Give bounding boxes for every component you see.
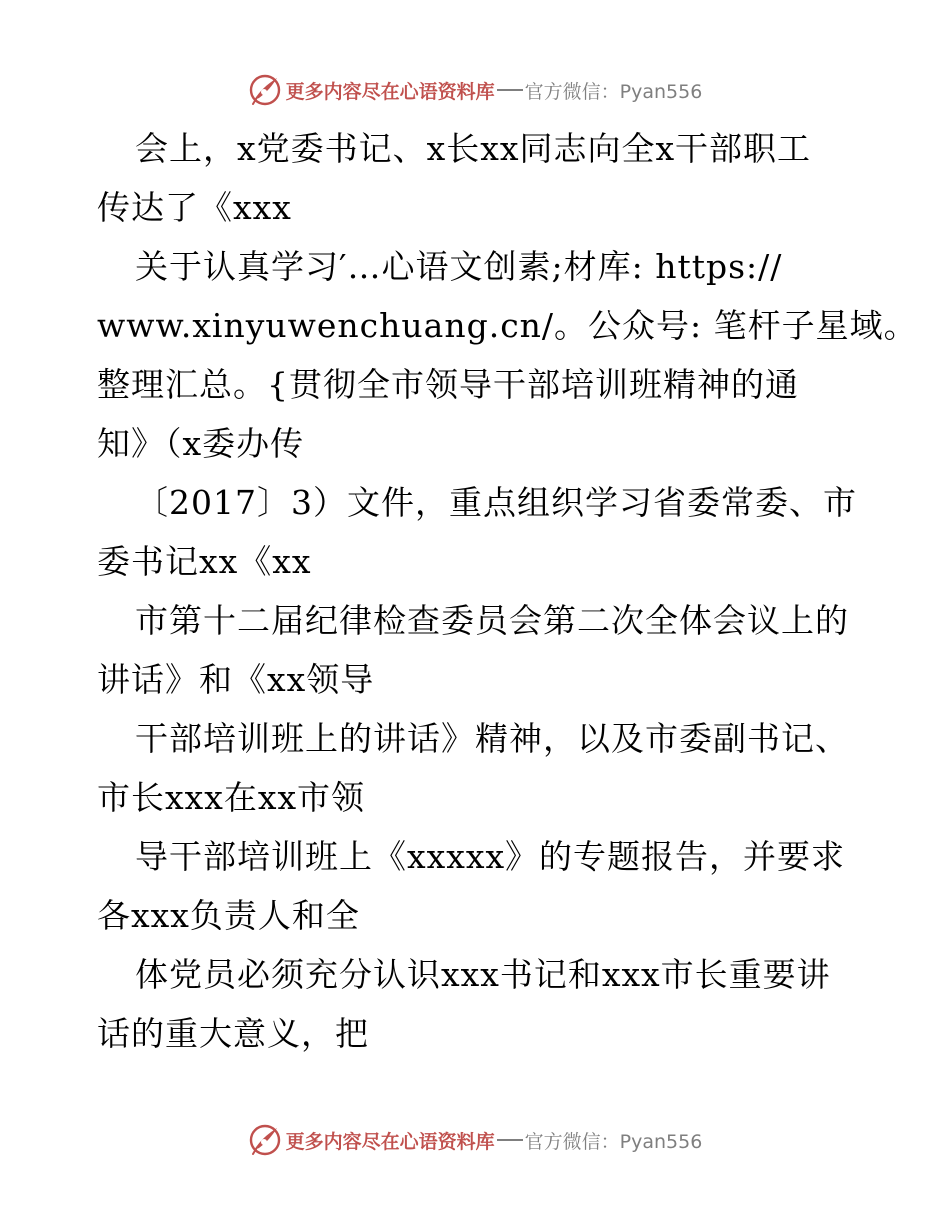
header-banner <box>0 70 950 110</box>
text-line: 〔2017〕3）文件，重点组织学习省委常委、市 <box>135 483 857 522</box>
document-body <box>97 119 918 1063</box>
text-line: 干部培训班上的讲话》精神，以及市委副书记、 <box>135 719 849 758</box>
banner-wechat-text: 官方微信：Pyan556 <box>524 1130 703 1153</box>
text-line: 讲话》和《xx领导 <box>97 660 375 699</box>
banner-brand-text: 更多内容尽在心语资料库 <box>285 80 495 103</box>
text-line: 关于认真学习′…心语文创素;材库: https:// <box>135 247 783 286</box>
text-line: 知》（x委办传 <box>97 424 305 463</box>
banner-dash <box>497 1139 523 1141</box>
quill-ink-icon <box>248 1123 282 1157</box>
text-line: 各xxx负责人和全 <box>97 896 360 935</box>
text-line: 体党员必须充分认识xxx书记和xxx市长重要讲 <box>135 955 831 994</box>
footer-banner <box>0 1120 950 1160</box>
text-line: 市长xxx在xx市领 <box>97 778 366 817</box>
banner-dash <box>497 89 523 91</box>
text-line: 导干部培训班上《xxxxx》的专题报告，并要求 <box>135 837 846 876</box>
text-line: 整理汇总。{贯彻全市领导干部培训班精神的通 <box>97 365 799 404</box>
text-line: www.xinyuwenchuang.cn/。公众号: 笔杆子星域。 <box>97 306 918 345</box>
text-line: 话的重大意义，把 <box>97 1014 369 1053</box>
text-line: 会上，x党委书记、x长xx同志向全x干部职工 <box>135 129 812 168</box>
banner-brand-text: 更多内容尽在心语资料库 <box>285 1130 495 1153</box>
banner-wechat-text: 官方微信：Pyan556 <box>524 80 703 103</box>
quill-ink-icon <box>248 73 282 107</box>
text-line: 委书记xx《xx <box>97 542 312 581</box>
text-line: 传达了《xxx <box>97 188 292 227</box>
text-line: 市第十二届纪律检查委员会第二次全体会议上的 <box>135 601 849 640</box>
